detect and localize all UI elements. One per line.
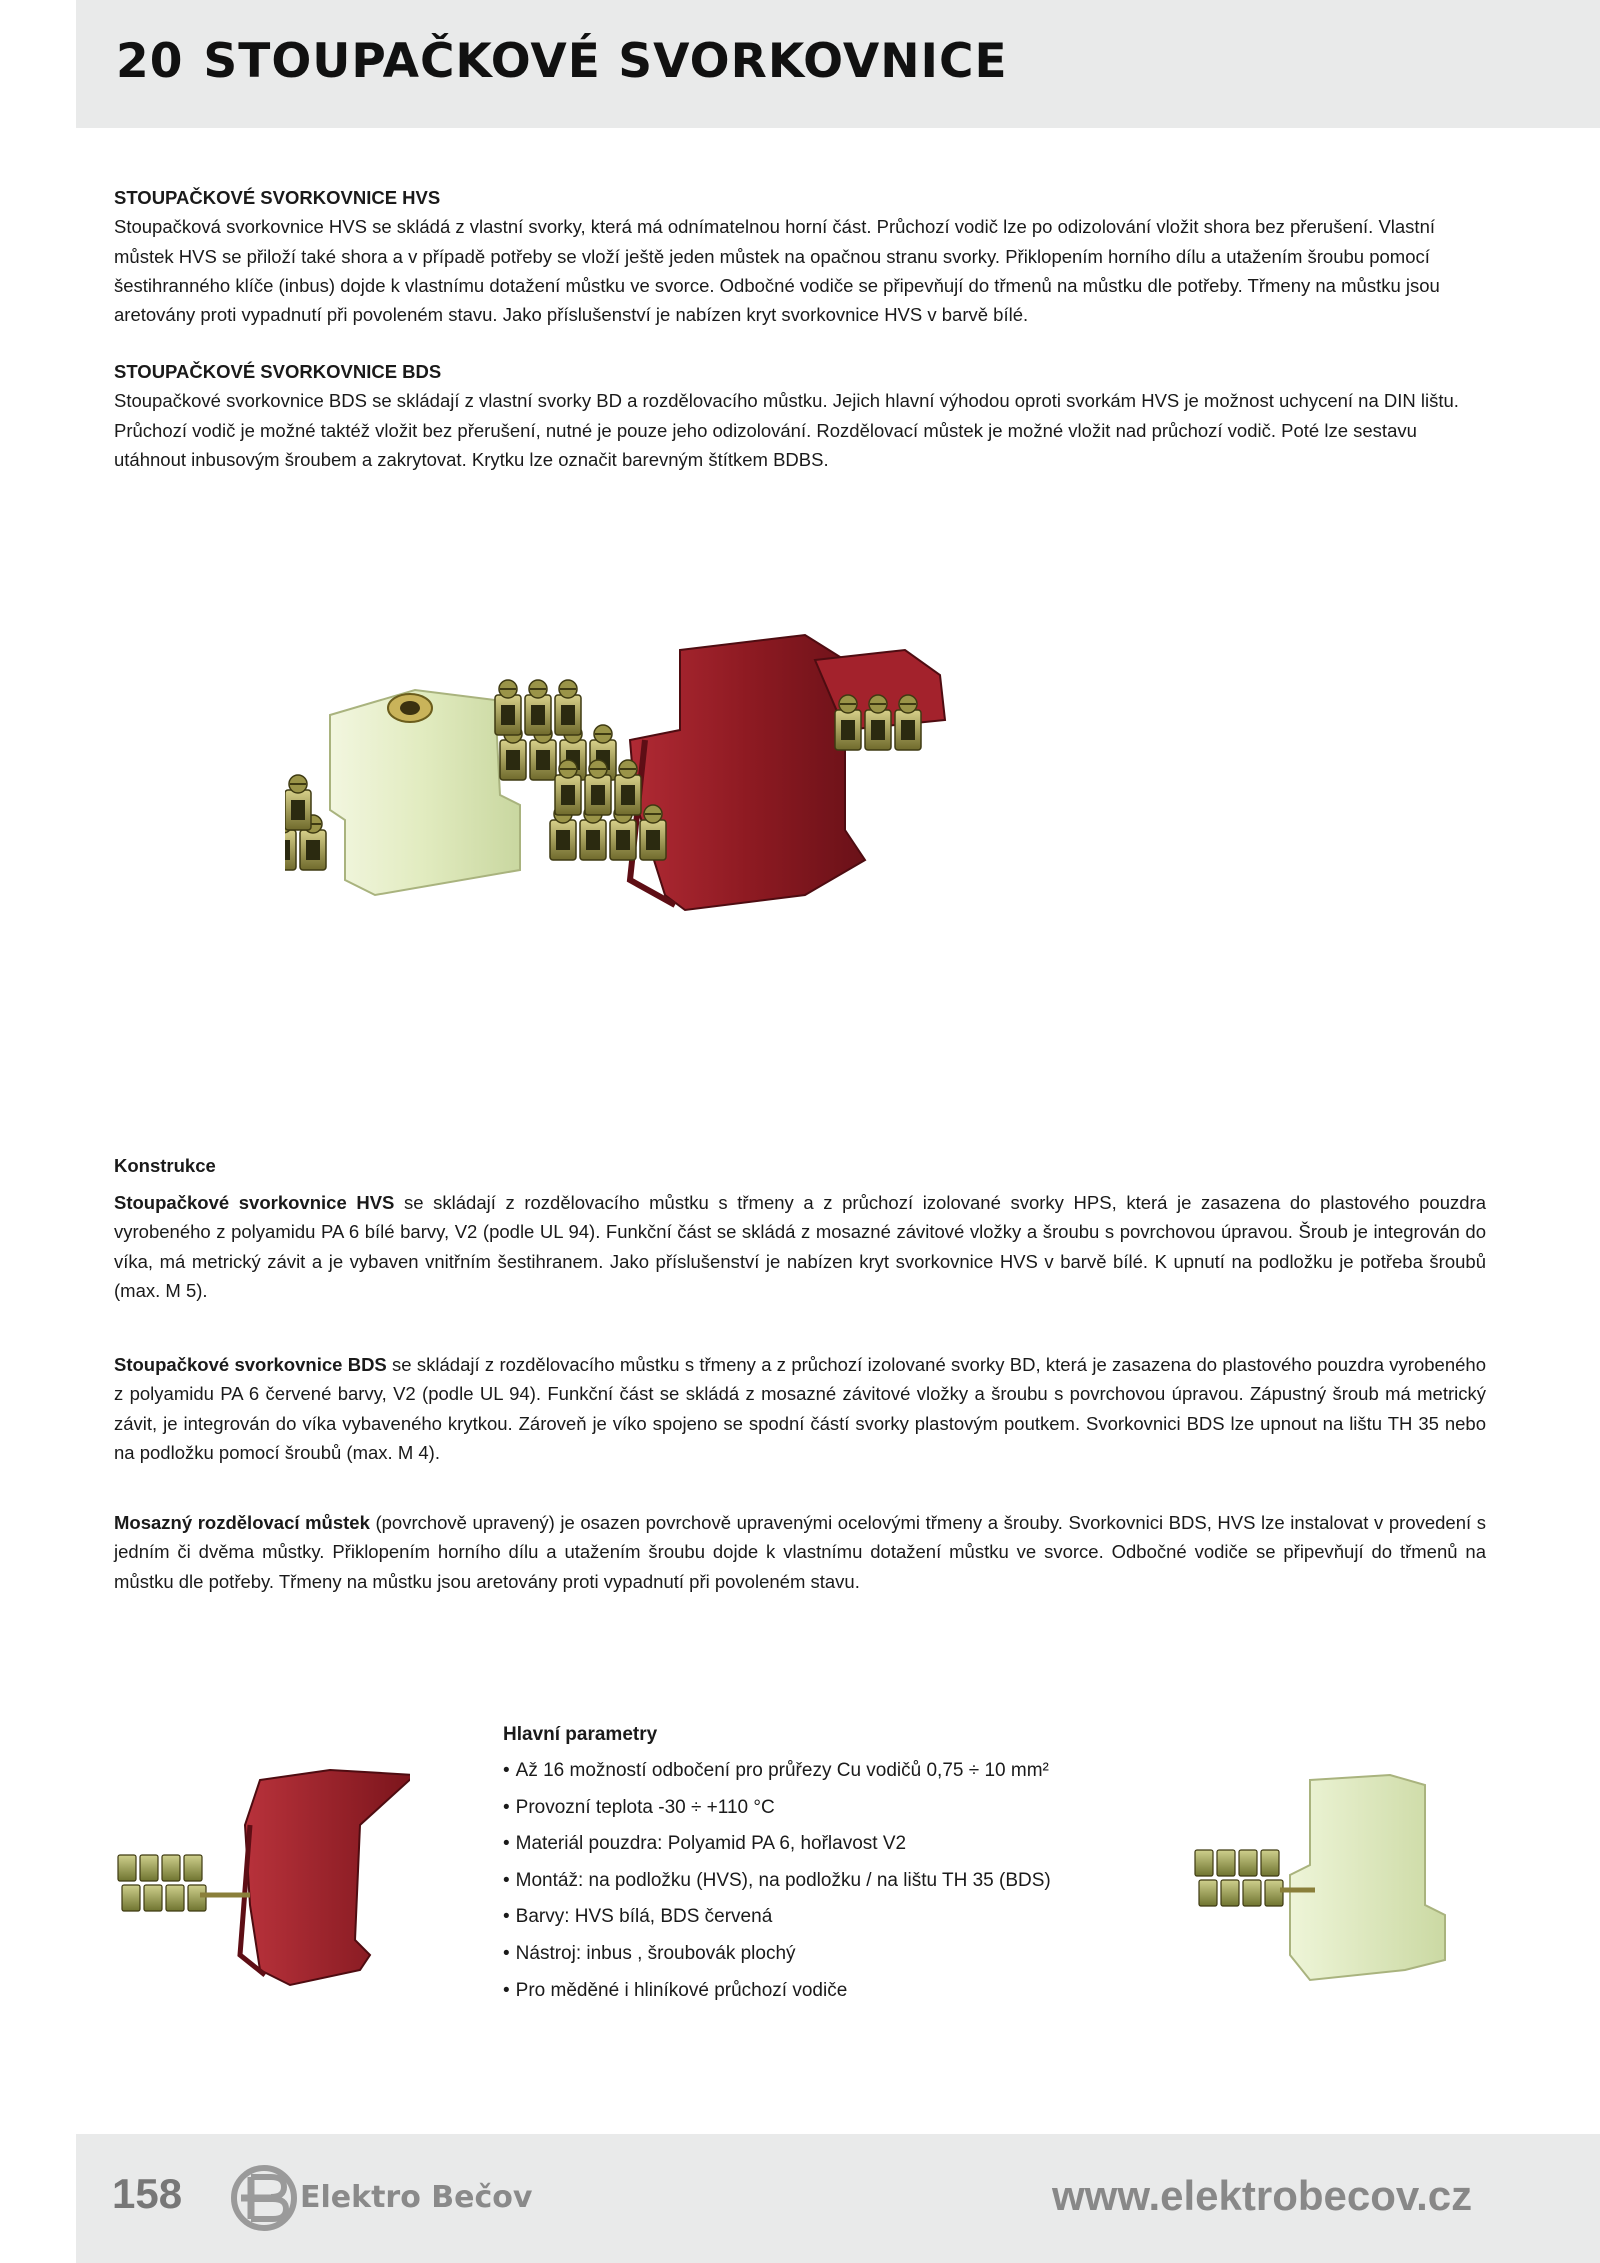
parameter-text: Až 16 možností odbočení pro průřezy Cu vodičů 0,75 ÷ 10 mm² bbox=[515, 1760, 1049, 1781]
konstrukce-bds-lead: Stoupačkové svorkovnice BDS bbox=[114, 1354, 387, 1375]
intro-hvs-text: Stoupačková svorkovnice HVS se skládá z vlastní svorky, která má odnímatelnou horní část. Průchozí vodič lze po odizolování vložit shora bez přerušení. Vlastní můstek HVS se přiloží také shora a v případě potřeby se vloží ještě jeden můstek na opačnou stranu svorky. Přiklopením horního dílu a utažením šroubu pomocí šestihranného klíče (inbus) dojde k vlastnímu dotažení můstku ve svorce. Odbočné vodiče se připevňují do třmenů na můstku dle potřeby. Třmeny na můstku jsou aretovány proti vypadnutí při povoleném stavu. Jako příslušenství je nabízen kryt svorkovnice HVS v barvě bílé. bbox=[114, 216, 1440, 326]
intro-hvs bbox=[114, 183, 1486, 329]
chapter-number: 20 bbox=[116, 34, 184, 89]
page-number: 158 bbox=[112, 2170, 183, 2217]
intro-bds-heading: STOUPAČKOVÉ SVORKOVNICE BDS bbox=[114, 361, 442, 382]
bullet-icon: • bbox=[503, 1796, 510, 1818]
bds-small-photo bbox=[110, 1755, 410, 2010]
main-parameters bbox=[503, 1717, 1103, 2009]
intro-bds bbox=[114, 357, 1486, 474]
konstrukce-heading: Konstrukce bbox=[114, 1155, 216, 1176]
logo-text: Elektro Bečov bbox=[300, 2180, 533, 2215]
parameter-item bbox=[503, 1753, 1103, 1790]
parameter-item bbox=[503, 1899, 1103, 1936]
parameters-list bbox=[503, 1753, 1103, 2009]
bullet-icon: • bbox=[503, 1833, 510, 1855]
bullet-icon: • bbox=[503, 1760, 510, 1781]
bullet-icon: • bbox=[503, 1869, 510, 1891]
bullet-icon: • bbox=[503, 1906, 510, 1928]
konstrukce-hvs-text: se skládají z rozdělovacího můstku s třmeny a z průchozí izolované svorky HPS, která je zasazena do plastového pouzdra vyrobeného z polyamidu PA 6 bílé barvy, V2 (podle UL 94). Funkční část se skládá z mosazné závitové vložky a šroubu s povrchovou úpravou. Šroub je integrován do víka, má metrický závit a je vybaven vnitřním šestihranem. Jako příslušenství je nabízen kryt svorkovnice HVS v barvě bílé. K upnutí na podložku je potřeba šroubů (max. M 5). bbox=[114, 1192, 1486, 1301]
konstrukce-heading-block bbox=[114, 1151, 1486, 1180]
parameter-item bbox=[503, 1973, 1103, 2010]
hvs-small-photo bbox=[1190, 1755, 1490, 1995]
bullet-icon: • bbox=[503, 1979, 510, 2001]
parameter-text: Nástroj: inbus , šroubovák plochý bbox=[515, 1942, 796, 1964]
intro-hvs-heading: STOUPAČKOVÉ SVORKOVNICE HVS bbox=[114, 187, 441, 208]
parameter-item bbox=[503, 1790, 1103, 1827]
bullet-icon: • bbox=[503, 1942, 510, 1964]
parameter-text: Montáž: na podložku (HVS), na podložku / na lištu TH 35 (BDS) bbox=[515, 1869, 1051, 1891]
konstrukce-bds-text: se skládají z rozdělovacího můstku s třmeny a z průchozí izolované svorky BD, která je zasazena do plastového pouzdra vyrobeného z polyamidu PA 6 červené barvy, V2 (podle UL 94). Funkční část se skládá z mosazné závitové vložky a šroubu s povrchovou úpravou. Zápustný šroub má metrický závit, je integrován do víka vybaveného krytkou. Zároveň je víko spojeno se spodní částí svorky plastovým poutkem. Svorkovnici BDS lze upnout na lištu TH 35 nebo na podložku pomocí šroubů (max. M 4). bbox=[114, 1354, 1486, 1463]
konstrukce-hvs bbox=[114, 1188, 1486, 1305]
chapter-title bbox=[116, 34, 1008, 89]
parameter-item bbox=[503, 1936, 1103, 1973]
parameter-text: Provozní teplota -30 ÷ +110 °C bbox=[515, 1796, 775, 1818]
chapter-title-text: STOUPAČKOVÉ SVORKOVNICE bbox=[203, 34, 1008, 89]
parameter-item bbox=[503, 1826, 1103, 1863]
product-photo-main bbox=[285, 620, 1315, 1010]
parameter-text: Pro měděné i hliníkové průchozí vodiče bbox=[515, 1979, 848, 2001]
konstrukce-mustek bbox=[114, 1508, 1486, 1596]
parameter-text: Materiál pouzdra: Polyamid PA 6, hořlavost V2 bbox=[515, 1833, 907, 1855]
intro-bds-text: Stoupačkové svorkovnice BDS se skládají z vlastní svorky BD a rozdělovacího můstku. Jejich hlavní výhodou oproti svorkám HVS je možnost uchycení na DIN lištu. Průchozí vodič je možné taktéž vložit bez přerušení, nutné je pouze jeho odizolování. Rozdělovací můstek je možné vložit nad průchozí vodič. Poté lze sestavu utáhnout inbusovým šroubem a zakrytovat. Krytku lze označit barevným štítkem BDBS. bbox=[114, 390, 1459, 470]
parameters-title: Hlavní parametry bbox=[503, 1724, 658, 1745]
parameter-text: Barvy: HVS bílá, BDS červená bbox=[515, 1906, 773, 1928]
konstrukce-mustek-lead: Mosazný rozdělovací můstek bbox=[114, 1512, 370, 1533]
website-link[interactable]: www.elektrobecov.cz bbox=[1052, 2172, 1473, 2219]
parameter-item bbox=[503, 1863, 1103, 1900]
konstrukce-bds bbox=[114, 1350, 1486, 1467]
konstrukce-mustek-text: (povrchově upravený) je osazen povrchově upravenými ocelovými třmeny a šrouby. Svorkovnici BDS, HVS lze instalovat v provedení s jedním či dvěma můstky. Přiklopením horního dílu a utažením šroubu dojde k vlastnímu dotažení můstku ve svorce. Odbočné vodiče se připevňují do třmenů na můstku dle potřeby. Třmeny na můstku jsou aretovány proti vypadnutí při povoleném stavu. bbox=[114, 1512, 1486, 1592]
konstrukce-hvs-lead: Stoupačkové svorkovnice HVS bbox=[114, 1192, 395, 1213]
